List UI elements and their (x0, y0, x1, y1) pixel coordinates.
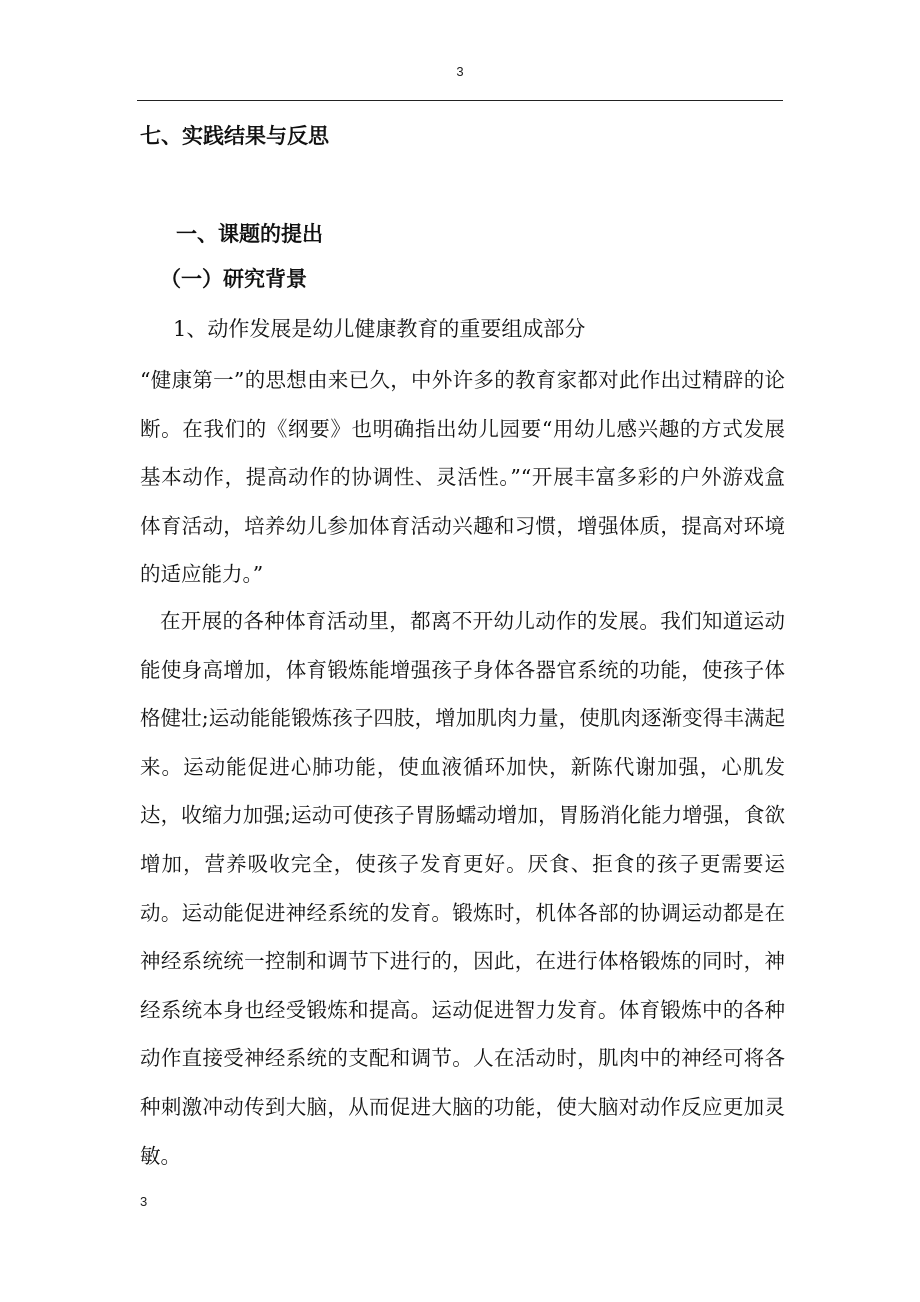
header-page-number: 3 (456, 64, 464, 79)
header-rule (137, 100, 783, 101)
heading-1: 一、课题的提出 (176, 221, 323, 246)
heading-2: （一）研究背景 (160, 266, 307, 291)
footer-page-number: 3 (140, 1194, 148, 1209)
paragraph-1: “健康第一”的思想由来已久，中外许多的教育家都对此作出过精辟的论断。在我们的《纲要》也明确指出幼儿园要“用幼儿感兴趣的方式发展基本动作，提高动作的协调性、灵活性。”“开展丰富多彩的户外游戏盒体育活动，培养幼儿参加体育活动兴趣和习惯，增强体质，提高对环境的适应能力。” (140, 368, 785, 587)
paragraph-2: 在开展的各种体育活动里，都离不开幼儿动作的发展。我们知道运动能使身高增加，体育锻炼能增强孩子身体各器官系统的功能，使孩子体格健壮;运动能能锻炼孩子四肢，增加肌肉力量，使肌肉逐渐变得丰满起来。运动能促进心肺功能，使血液循环加快，新陈代谢加强，心肌发达，收缩力加强;运动可使孩子胃肠蠕动增加，胃肠消化能力增强，食欲增加，营养吸收完全，使孩子发育更好。厌食、拒食的孩子更需要运动。运动能促进神经系统的发育。锻炼时，机体各部的协调运动都是在神经系统统一控制和调节下进行的，因此，在进行体格锻炼的同时，神经系统本身也经受锻炼和提高。运动促进智力发育。体育锻炼中的各种动作直接受神经系统的支配和调节。人在活动时，肌肉中的神经可将各种刺激冲动传到大脑，从而促进大脑的功能，使大脑对动作反应更加灵敏。 (140, 609, 785, 1168)
section-heading: 七、实践结果与反思 (140, 123, 329, 148)
point-1: 1、动作发展是幼儿健康教育的重要组成部分 (173, 317, 586, 341)
